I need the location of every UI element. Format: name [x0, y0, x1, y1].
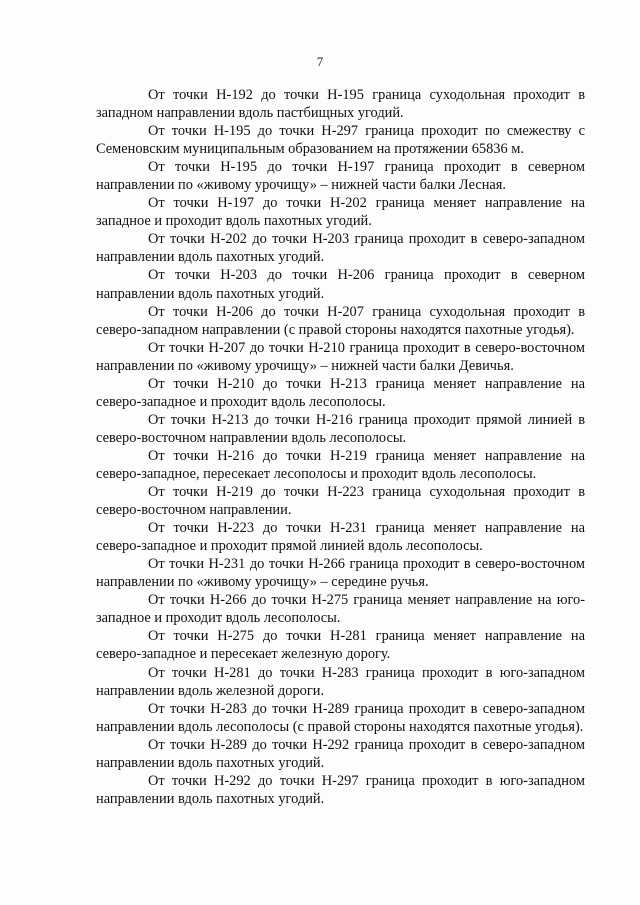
paragraph: От точки Н-203 до точки Н-206 граница проходит в северном направлении вдоль пахотных угодий. — [96, 267, 585, 302]
page-number: 7 — [316, 54, 324, 69]
paragraph: От точки Н-275 до точки Н-281 граница меняет направление на северо-западное и пересекает железную дорогу. — [96, 628, 585, 663]
paragraph: От точки Н-292 до точки Н-297 граница проходит в юго-западном направлении вдоль пахотных угодий. — [96, 772, 585, 807]
paragraph: От точки Н-213 до точки Н-216 граница проходит прямой линией в северо-восточном направлении вдоль лесополосы. — [96, 411, 585, 446]
paragraph: От точки Н-289 до точки Н-292 граница проходит в северо-западном направлении вдоль пахотных угодий. — [96, 736, 585, 771]
paragraph: От точки Н-192 до точки Н-195 граница суходольная проходит в западном направлении вдоль пастбищных угодий. — [96, 87, 585, 122]
paragraph: От точки Н-206 до точки Н-207 граница суходольная проходит в северо-западном направлении (с правой стороны находятся пахотные угодья). — [96, 303, 585, 338]
paragraph: От точки Н-210 до точки Н-213 граница меняет направление на северо-западное и проходит вдоль лесополосы. — [96, 375, 585, 410]
paragraph: От точки Н-266 до точки Н-275 граница меняет направление на юго-западное и проходит вдоль лесополосы. — [96, 592, 585, 627]
document-body — [96, 86, 585, 808]
paragraph: От точки Н-202 до точки Н-203 граница проходит в северо-западном направлении вдоль пахотных угодий. — [96, 231, 585, 266]
paragraph: От точки Н-195 до точки Н-197 граница проходит в северном направлении по «живому урочищу» – нижней части балки Лесная. — [96, 159, 585, 194]
paragraph: От точки Н-231 до точки Н-266 граница проходит в северо-восточном направлении по «живому урочищу» – середине ручья. — [96, 556, 585, 591]
paragraph: От точки Н-216 до точки Н-219 граница меняет направление на северо-западное, пересекает лесополосы и проходит вдоль лесополосы. — [96, 447, 585, 482]
paragraph: От точки Н-219 до точки Н-223 граница суходольная проходит в северо-восточном направлении. — [96, 484, 585, 519]
paragraph: От точки Н-223 до точки Н-231 граница меняет направление на северо-западное и проходит прямой линией вдоль лесополосы. — [96, 520, 585, 555]
paragraph: От точки Н-283 до точки Н-289 граница проходит в северо-западном направлении вдоль лесополосы (с правой стороны находятся пахотные угодья). — [96, 700, 585, 735]
paragraph: От точки Н-195 до точки Н-297 граница проходит по смежеству с Семеновским муниципальным образованием на протяжении 65836 м. — [96, 123, 585, 158]
paragraph: От точки Н-197 до точки Н-202 граница меняет направление на западное и проходит вдоль пахотных угодий. — [96, 195, 585, 230]
paragraph: От точки Н-281 до точки Н-283 граница проходит в юго-западном направлении вдоль железной дороги. — [96, 664, 585, 699]
paragraph: От точки Н-207 до точки Н-210 граница проходит в северо-восточном направлении по «живому урочищу» – нижней части балки Девичья. — [96, 339, 585, 374]
